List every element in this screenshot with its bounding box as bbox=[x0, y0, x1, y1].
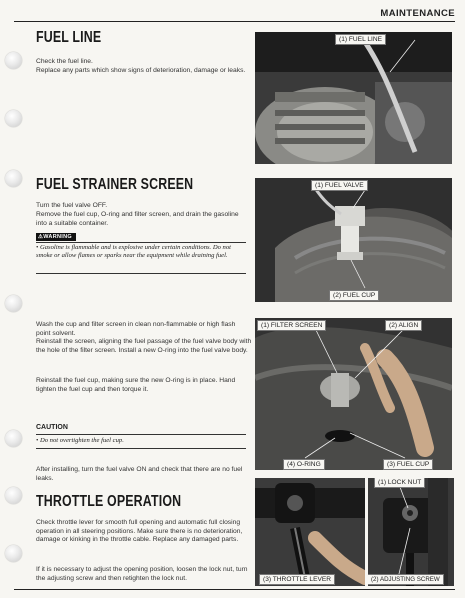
fuel-line-text-2: Replace any parts which show signs of deterioration, damage or leaks. bbox=[36, 67, 246, 74]
throttle-text-1: Check throttle lever for smooth full opening and automatic full closing operation in all steering positions. Make sure there is no deterioration, damage or kinking in the throttle cable. Replace any damaged parts. bbox=[36, 519, 243, 544]
callout-fuel-cup: (2) FUEL CUP bbox=[329, 290, 379, 301]
wash-text-2: Reinstall the screen, aligning the fuel passage of the fuel valve body with the hole of the filter screen. Install a new O-ring into the fuel valve body. bbox=[36, 338, 252, 354]
fuel-strainer-photo bbox=[255, 178, 452, 302]
callout-lock-nut: (1) LOCK NUT bbox=[374, 478, 425, 488]
caution-title: CAUTION bbox=[36, 424, 68, 431]
throttle-title: THROTTLE OPERATION bbox=[36, 493, 182, 510]
binder-hole bbox=[5, 430, 22, 447]
throttle-lever-photo bbox=[255, 478, 365, 586]
warning-rule-top bbox=[36, 242, 246, 243]
binder-hole bbox=[5, 545, 22, 562]
caution-rule-top bbox=[36, 434, 246, 435]
filter-screen-photo bbox=[255, 318, 452, 470]
binder-hole bbox=[5, 52, 22, 69]
fuel-line-photo bbox=[255, 32, 452, 164]
binder-hole bbox=[5, 487, 22, 504]
caution-text: • Do not overtighten the fuel cup. bbox=[36, 437, 124, 444]
wash-text-4: After installing, turn the fuel valve ON and check that there are no fuel leaks. bbox=[36, 466, 243, 482]
warning-text: • Gasoline is flammable and is explosive under certain conditions. Do not smoke or allow flames or sparks near the equipment while draining fuel. bbox=[36, 244, 231, 260]
throttle-text-2: If it is necessary to adjust the opening position, loosen the lock nut, turn the adjusting screw and then retighten the lock nut. bbox=[36, 566, 248, 582]
warning-rule-bottom bbox=[36, 273, 246, 274]
callout-fuel-valve: (1) FUEL VALVE bbox=[311, 180, 368, 191]
wash-text-3: Reinstall the fuel cup, making sure the new O-ring is in place. Hand tighten the fuel cup and then torque it. bbox=[36, 377, 236, 393]
callout-fuel-cup-2: (3) FUEL CUP bbox=[383, 459, 433, 470]
callout-throttle-lever: (3) THROTTLE LEVER bbox=[259, 574, 335, 585]
wash-text-1: Wash the cup and filter screen in clean non-flammable or high flash point solvent. bbox=[36, 321, 236, 337]
section-header: MAINTENANCE bbox=[380, 8, 455, 19]
binder-hole bbox=[5, 110, 22, 127]
warning-label-text: WARNING bbox=[43, 234, 72, 240]
fuel-strainer-text-2: Remove the fuel cup, O-ring and filter screen, and drain the gasoline into a suitable container. bbox=[36, 211, 239, 227]
warning-text-content: Gasoline is flammable and is explosive under certain conditions. Do not smoke or allow flames or sparks near the equipment while draining fuel. bbox=[36, 244, 231, 260]
fuel-line-text-1: Check the fuel line. bbox=[36, 58, 93, 65]
callout-adjusting-screw: (2) ADJUSTING SCREW bbox=[368, 574, 444, 585]
footer-rule bbox=[14, 589, 455, 590]
fuel-strainer-text-1: Turn the fuel valve OFF. bbox=[36, 202, 108, 209]
callout-fuel-line: (1) FUEL LINE bbox=[335, 34, 386, 45]
adjusting-screw-photo bbox=[368, 478, 454, 586]
callout-o-ring: (4) O-RING bbox=[283, 459, 325, 470]
warning-label bbox=[36, 233, 76, 241]
fuel-strainer-title: FUEL STRAINER SCREEN bbox=[36, 176, 194, 193]
caution-rule-bottom bbox=[36, 448, 246, 449]
warning-icon: ⚠ bbox=[38, 234, 44, 240]
callout-filter-screen: (1) FILTER SCREEN bbox=[257, 320, 326, 331]
binder-hole bbox=[5, 170, 22, 187]
header-rule bbox=[14, 21, 455, 22]
fuel-line-title: FUEL LINE bbox=[36, 29, 102, 46]
caution-text-content: Do not overtighten the fuel cup. bbox=[39, 437, 124, 444]
callout-align: (2) ALIGN bbox=[385, 320, 422, 331]
binder-hole bbox=[5, 295, 22, 312]
